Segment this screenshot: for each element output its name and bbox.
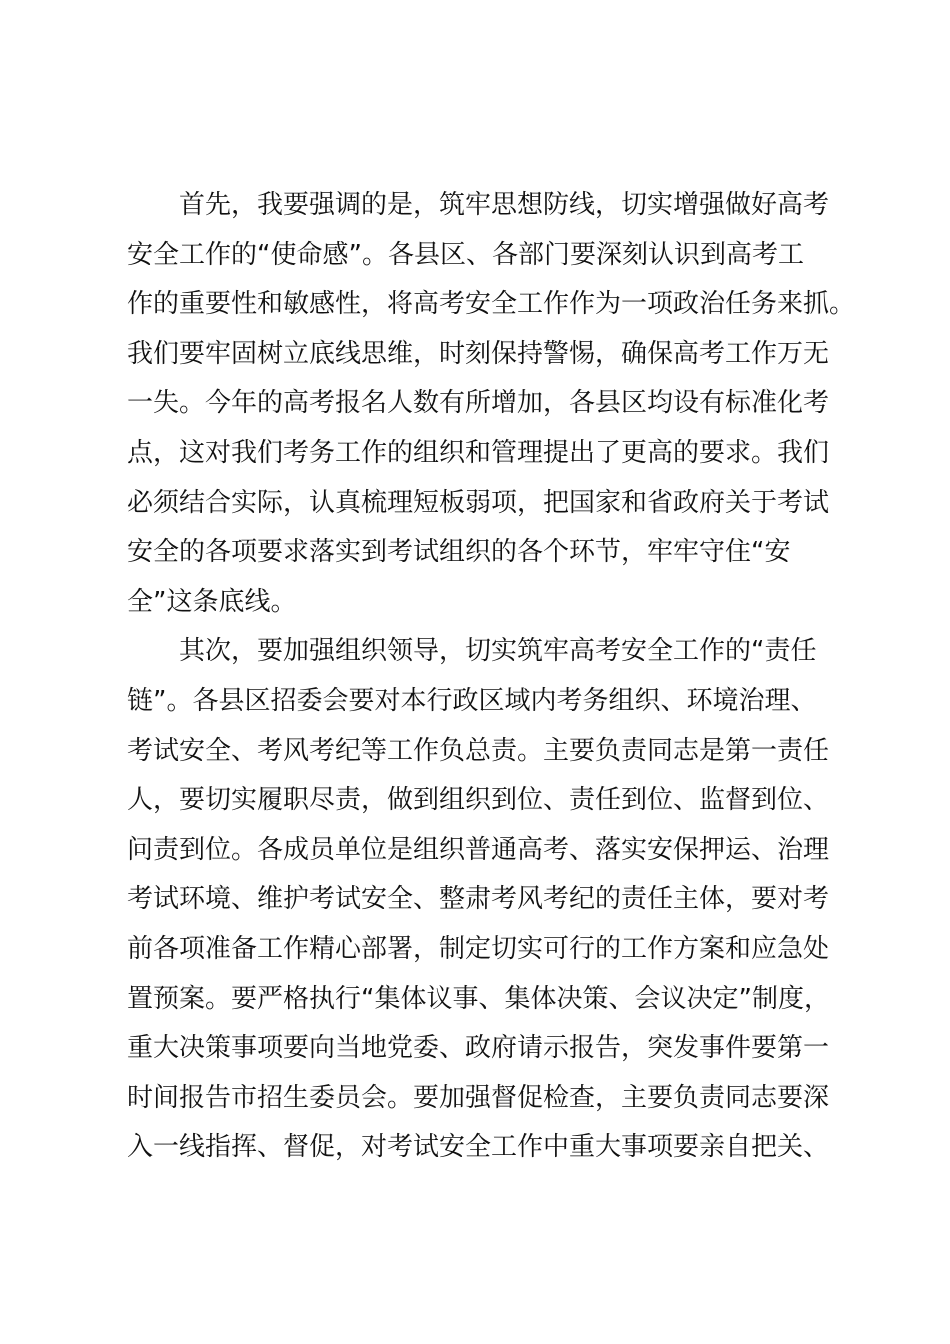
paragraph-line: 人，要切实履职尽责，做到组织到位、责任到位、监督到位、	[127, 785, 830, 816]
paragraph-line: 问责到位。各成员单位是组织普通高考、落实安保押运、治理	[127, 834, 830, 865]
paragraph-2	[127, 627, 857, 1173]
paragraph-line: 重大决策事项要向当地党委、政府请示报告，突发事件要第一	[127, 1033, 830, 1064]
paragraph-line: 链”。各县区招委会要对本行政区域内考务组织、环境治理、	[127, 685, 817, 716]
paragraph-line: 时间报告市招生委员会。要加强督促检查，主要负责同志要深	[127, 1082, 830, 1113]
paragraph-line: 点，这对我们考务工作的组织和管理提出了更高的要求。我们	[127, 437, 830, 468]
paragraph-line: 必须结合实际，认真梳理短板弱项，把国家和省政府关于考试	[127, 487, 830, 518]
paragraph-line: 作的重要性和敏感性，将高考安全工作作为一项政治任务来抓。	[127, 289, 856, 320]
paragraph-line: 入一线指挥、督促，对考试安全工作中重大事项要亲自把关、	[127, 1132, 830, 1163]
paragraph-line: 首先，我要强调的是，筑牢思想防线，切实增强做好高考	[179, 190, 830, 220]
paragraph-line: 全”这条底线。	[127, 586, 297, 617]
paragraph-line: 安全的各项要求落实到考试组织的各个环节，牢牢守住“安	[127, 537, 791, 568]
paragraph-line: 其次，要加强组织领导，切实筑牢高考安全工作的“责任	[179, 636, 817, 667]
paragraph-line: 考试安全、考风考纪等工作负总责。主要负责同志是第一责任	[127, 735, 830, 766]
paragraph-line: 考试环境、维护考试安全、整肃考风考纪的责任主体，要对考	[127, 884, 830, 915]
paragraph-line: 置预案。要严格执行“集体议事、集体决策、会议决定”制度，	[127, 983, 830, 1014]
document-body	[127, 181, 857, 1173]
paragraph-line: 前各项准备工作精心部署，制定切实可行的工作方案和应急处	[127, 933, 830, 964]
paragraph-1	[127, 181, 857, 627]
paragraph-line: 安全工作的“使命感”。各县区、各部门要深刻认识到高考工	[127, 239, 804, 270]
paragraph-line: 我们要牢固树立底线思维，时刻保持警惕，确保高考工作万无	[127, 338, 830, 369]
paragraph-line: 一失。今年的高考报名人数有所增加，各县区均设有标准化考	[127, 388, 830, 419]
